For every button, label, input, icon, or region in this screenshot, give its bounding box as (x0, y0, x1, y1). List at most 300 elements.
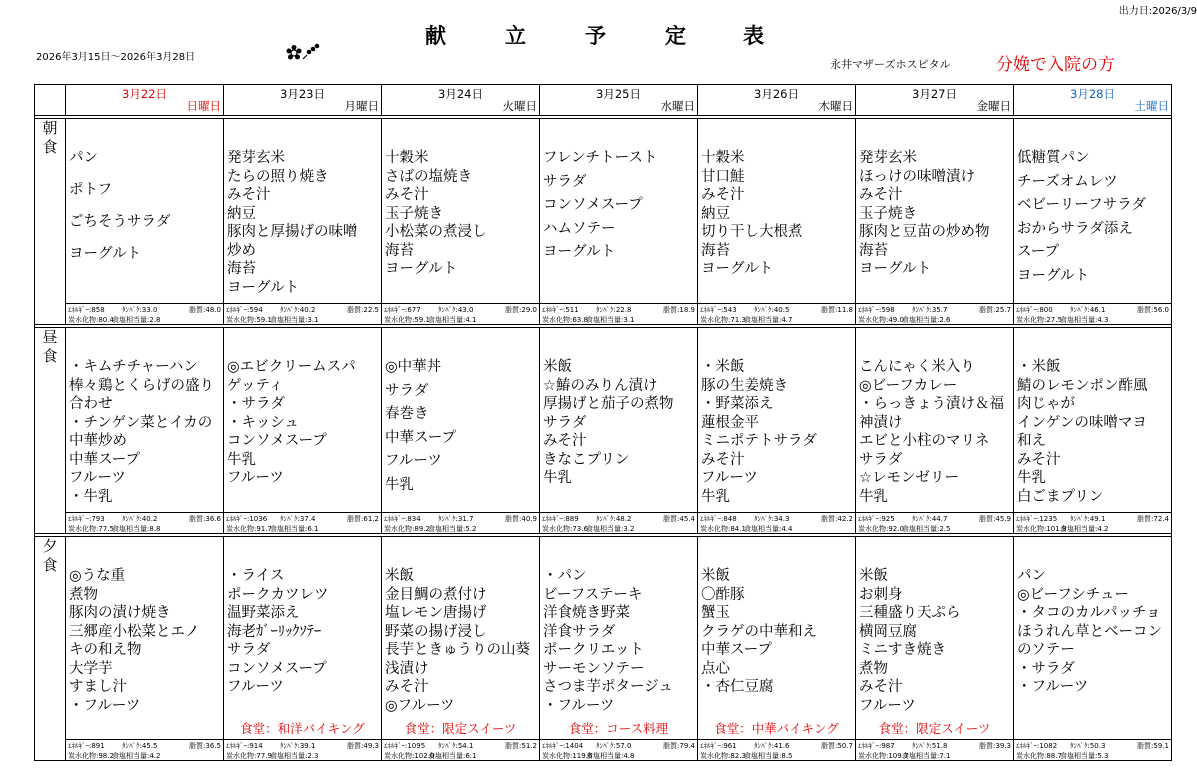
nutrition-info (1014, 512, 1171, 533)
dish-item: ☆鰆のみりん漬け (543, 377, 658, 394)
dish-item: ・フルーツ (543, 697, 615, 714)
print-date: 出力日:2026/3/9 (1118, 6, 1197, 17)
protein-value: ﾀﾝﾊﾟｸ:49.1 (1070, 515, 1106, 523)
meal-label-char: 食 (42, 556, 58, 574)
dish-item: 煮物 (69, 586, 98, 603)
dish-item: 三種盛り天ぷら (859, 605, 961, 621)
salt-value: 食塩相当量:8.5 (744, 752, 793, 760)
dish-item: 牛乳 (859, 488, 888, 505)
dish-item: ポークカツレツ (227, 586, 329, 603)
dish-item: ◎ビーフカレー (859, 377, 958, 394)
dish-item: ヨーグルト (543, 244, 616, 260)
dish-list (227, 567, 380, 697)
nutrition-info (224, 303, 381, 324)
energy-value: ｴﾈﾙｷﾞｰ:889 (542, 515, 579, 523)
dish-item: ・パン (543, 568, 587, 584)
dish-item: ◎中華丼 (385, 359, 442, 375)
dish-item: ・杏仁豆腐 (701, 679, 774, 695)
salt-value: 食塩相当量:3.1 (270, 316, 319, 324)
nutrition-info (856, 512, 1013, 533)
nutrition-info (224, 512, 381, 533)
menu-cell (540, 119, 698, 325)
salt-value: 食塩相当量:2.8 (112, 316, 161, 324)
menu-cell (66, 537, 224, 761)
fat-value: 脂質:61.2 (347, 515, 379, 523)
protein-value: ﾀﾝﾊﾟｸ:39.1 (280, 742, 316, 750)
day-date: 3月24日 (438, 87, 483, 101)
dish-item: サラダ (543, 173, 587, 190)
energy-value: ｴﾈﾙｷﾞｰ:925 (858, 515, 895, 523)
protein-value: ﾀﾝﾊﾟｸ:43.0 (438, 306, 474, 314)
dish-list (227, 358, 380, 488)
nutrition-info (382, 739, 539, 760)
dish-item: 浅漬け (385, 660, 429, 677)
protein-value: ﾀﾝﾊﾟｸ:34.3 (754, 515, 790, 523)
menu-cell (1014, 119, 1172, 325)
dish-item: コンソメスープ (227, 433, 327, 449)
dish-item: ほっけの味噌漬け (859, 168, 975, 185)
dish-item: 和え (1017, 433, 1046, 449)
fat-value: 脂質:25.7 (979, 306, 1011, 314)
salt-value: 食塩相当量:4.3 (1060, 316, 1109, 324)
fat-value: 脂質:40.9 (505, 515, 537, 523)
day-date: 3月27日 (912, 87, 957, 101)
dish-item: 洋食焼き野菜 (543, 605, 630, 621)
dish-list (385, 567, 538, 715)
menu-cell (382, 119, 540, 325)
nutrition-info (540, 739, 697, 760)
dish-list (701, 567, 854, 697)
dish-item: ・チンゲン菜とイカの (69, 414, 213, 431)
carb-value: 炭水化物:98.2 (68, 752, 114, 760)
dish-item: 野菜の揚げ浸し (385, 623, 487, 640)
protein-value: ﾀﾝﾊﾟｸ:40.2 (280, 306, 316, 314)
dish-item: ・キッシュ (227, 414, 299, 431)
day-header (224, 85, 382, 116)
fat-value: 脂質:22.5 (347, 306, 379, 314)
fat-value: 脂質:45.4 (663, 515, 695, 523)
nutrition-info (382, 303, 539, 324)
carb-value: 炭水化物:109.7 (858, 752, 909, 760)
day-date: 3月28日 (1070, 87, 1115, 101)
dish-item: 牛乳 (1017, 470, 1046, 486)
dish-item: ミニポテトサラダ (701, 433, 817, 449)
date-range: 2026年3月15日～2026年3月28日 (36, 52, 196, 63)
subtitle: 分娩で入院の方 (996, 55, 1115, 75)
dish-list (1017, 149, 1170, 290)
dish-item: 牛乳 (227, 451, 256, 468)
dish-item: ◎エビクリームスパ (227, 359, 356, 375)
dish-item: 厚揚げと茄子の煮物 (543, 396, 674, 412)
dish-item: フルーツ (701, 470, 758, 486)
dish-item: ・タコのカルパッチョ (1017, 605, 1161, 621)
salt-value: 食塩相当量:6.1 (428, 752, 477, 760)
header-corner (35, 85, 66, 116)
fat-value: 脂質:18.9 (663, 306, 695, 314)
menu-cell (698, 119, 856, 325)
dish-item: 鯖のレモンポン酢風 (1017, 377, 1148, 394)
day-header (382, 85, 540, 116)
salt-value: 食塩相当量:4.7 (744, 316, 793, 324)
fat-value: 脂質:56.0 (1137, 306, 1169, 314)
dish-item: ほうれん草とベーコン (1017, 623, 1162, 640)
dish-item: 中華スープ (69, 451, 141, 468)
dish-item: 白ごまプリン (1017, 488, 1104, 505)
dish-item: 豚の生姜焼き (701, 377, 788, 394)
dish-item: みそ汁 (1017, 451, 1061, 468)
dish-item: ・らっきょう漬け＆福 (859, 396, 1004, 412)
cafeteria-event: 食堂：限定スイーツ (878, 721, 991, 736)
dish-item: 塩レモン唐揚げ (385, 605, 487, 621)
energy-value: ｴﾈﾙｷﾞｰ:1235 (1016, 515, 1058, 523)
meal-label-char: 夕 (42, 537, 58, 555)
salt-value: 食塩相当量:6.1 (270, 525, 319, 533)
dish-item: 煮物 (859, 660, 888, 677)
meal-label (35, 119, 66, 325)
nutrition-info (540, 303, 697, 324)
dish-item: 中華炒め (69, 433, 127, 449)
dish-item: エビと小柱のマリネ (859, 433, 990, 449)
salt-value: 食塩相当量:2.6 (902, 316, 951, 324)
dish-item: おからサラダ添え (1017, 220, 1133, 237)
carb-value: 炭水化物:89.2 (384, 525, 430, 533)
dish-item: ・ライス (227, 568, 285, 584)
title-char: 定 (665, 24, 686, 48)
menu-cell (698, 328, 856, 534)
dish-item: 長芋ときゅうりの山葵 (385, 642, 530, 658)
fat-value: 脂質:36.6 (189, 515, 221, 523)
day-header (698, 85, 856, 116)
nutrition-info (66, 512, 223, 533)
carb-value: 炭水化物:101.9 (1016, 525, 1067, 533)
dish-item: ◎フルーツ (385, 697, 455, 714)
menu-cell (540, 537, 698, 761)
nutrition-info (698, 512, 855, 533)
dish-item: 合わせ (69, 396, 113, 412)
dish-item: みそ汁 (385, 679, 429, 695)
nutrition-info (856, 739, 1013, 760)
menu-cell (224, 328, 382, 534)
dish-item: フルーツ (385, 453, 442, 469)
salt-value: 食塩相当量:5.3 (1060, 752, 1109, 760)
dish-list (859, 149, 1012, 279)
protein-value: ﾀﾝﾊﾟｸ:40.2 (122, 515, 158, 523)
protein-value: ﾀﾝﾊﾟｸ:48.2 (596, 515, 632, 523)
energy-value: ｴﾈﾙｷﾞｰ:793 (68, 515, 105, 523)
carb-value: 炭水化物:91.7 (226, 525, 272, 533)
energy-value: ｴﾈﾙｷﾞｰ:800 (1016, 306, 1053, 314)
dish-item: 十穀米 (701, 150, 745, 166)
dish-item: ポークリエット (543, 642, 644, 658)
fat-value: 脂質:50.7 (821, 742, 853, 750)
dish-item: 炒め (227, 242, 256, 259)
day-weekday: 火曜日 (502, 99, 537, 113)
dish-item: 中華スープ (385, 429, 457, 446)
day-date: 3月23日 (280, 87, 325, 101)
dish-item: すまし汁 (69, 679, 127, 695)
meal-label-char: 食 (42, 347, 58, 365)
fat-value: 脂質:72.4 (1137, 515, 1169, 523)
dish-item: みそ汁 (701, 451, 745, 468)
dish-item: 蟹玉 (701, 605, 730, 621)
protein-value: ﾀﾝﾊﾟｸ:44.7 (912, 515, 948, 523)
dish-item: 豚肉と厚揚げの味噌 (227, 224, 358, 240)
menu-cell (1014, 537, 1172, 761)
menu-cell (1014, 328, 1172, 534)
dish-item: ・フルーツ (69, 697, 141, 714)
fat-value: 脂質:79.4 (663, 742, 695, 750)
dish-item: 納豆 (227, 205, 256, 222)
dish-list (1017, 358, 1170, 506)
dish-item: クラゲの中華和え (701, 623, 817, 640)
meal-row (35, 328, 1172, 534)
energy-value: ｴﾈﾙｷﾞｰ:543 (700, 306, 737, 314)
dish-item: 棒々鶏とくらげの盛り (69, 377, 214, 394)
menu-cell (856, 537, 1014, 761)
meal-row (35, 537, 1172, 761)
dish-item: 米飯 (385, 568, 414, 584)
dish-item: さつま芋ポタージュ (543, 679, 673, 695)
day-date: 3月26日 (754, 87, 799, 101)
menu-cell (66, 328, 224, 534)
dish-item: 中華スープ (701, 642, 773, 658)
carb-value: 炭水化物:102.0 (384, 752, 435, 760)
dish-item: コンソメスープ (543, 197, 643, 213)
dish-item: パン (1017, 568, 1046, 584)
dish-item: 〇酢豚 (701, 586, 745, 603)
day-weekday: 月曜日 (344, 99, 379, 113)
salt-value: 食塩相当量:4.4 (744, 525, 793, 533)
dish-item: 牛乳 (385, 476, 414, 493)
dish-list (1017, 567, 1170, 697)
fat-value: 脂質:39.3 (979, 742, 1011, 750)
menu-cell (540, 328, 698, 534)
meal-label-char: 朝 (42, 119, 58, 137)
hospital-name: 永井マザーズホスピタル (830, 58, 951, 71)
dish-item: インゲンの味噌マヨ (1017, 414, 1147, 431)
carb-value: 炭水化物:77.9 (226, 752, 272, 760)
dish-list (701, 149, 854, 279)
energy-value: ｴﾈﾙｷﾞｰ:598 (858, 306, 895, 314)
carb-value: 炭水化物:63.8 (542, 316, 588, 324)
carb-value: 炭水化物:59.1 (226, 316, 272, 324)
dish-item: 三郷産小松菜とエノ (69, 623, 200, 640)
nutrition-info (66, 303, 223, 324)
nutrition-info (66, 739, 223, 760)
dish-item: 小松菜の煮浸し (385, 224, 487, 240)
meal-row (35, 119, 1172, 325)
protein-value: ﾀﾝﾊﾟｸ:46.1 (1070, 306, 1106, 314)
dish-item: 大学芋 (69, 660, 113, 677)
dish-list (69, 567, 222, 715)
day-weekday: 水曜日 (660, 99, 695, 113)
carb-value: 炭水化物:119.6 (542, 752, 593, 760)
dish-list (543, 149, 696, 267)
dish-item: 海苔 (859, 242, 888, 259)
dish-item: フレンチトースト (543, 150, 658, 166)
dish-item: スープ (1017, 244, 1060, 260)
dish-list (701, 358, 854, 506)
energy-value: ｴﾈﾙｷﾞｰ:961 (700, 742, 737, 750)
day-weekday: 土曜日 (1134, 99, 1169, 113)
carb-value: 炭水化物:84.1 (700, 525, 746, 533)
dish-item: ベビーリーフサラダ (1017, 197, 1147, 213)
dish-list (543, 358, 696, 488)
cafeteria-event: 食堂：中華バイキング (714, 721, 839, 736)
dish-item: 温野菜添え (227, 605, 300, 621)
carb-value: 炭水化物:92.0 (858, 525, 904, 533)
nutrition-info (382, 512, 539, 533)
dish-list (859, 567, 1012, 715)
dish-item: 発芽玄米 (227, 150, 285, 166)
fat-value: 脂質:29.0 (505, 306, 537, 314)
fat-value: 脂質:36.5 (189, 742, 221, 750)
salt-value: 食塩相当量:3.2 (586, 525, 635, 533)
energy-value: ｴﾈﾙｷﾞｰ:914 (226, 742, 263, 750)
energy-value: ｴﾈﾙｷﾞｰ:511 (542, 306, 579, 314)
dish-item: みそ汁 (543, 433, 587, 449)
title-char: 立 (505, 24, 526, 48)
energy-value: ｴﾈﾙｷﾞｰ:848 (700, 515, 737, 523)
energy-value: ｴﾈﾙｷﾞｰ:858 (68, 306, 105, 314)
dish-item: サラダ (859, 451, 903, 468)
protein-value: ﾀﾝﾊﾟｸ:57.0 (596, 742, 632, 750)
dish-item: のソテー (1017, 642, 1075, 658)
day-date: 3月22日 (122, 87, 167, 101)
menu-cell (856, 328, 1014, 534)
fat-value: 脂質:11.8 (821, 306, 853, 314)
meal-label (35, 328, 66, 534)
dish-item: 春巻き (385, 406, 429, 422)
protein-value: ﾀﾝﾊﾟｸ:54.1 (438, 742, 474, 750)
nutrition-info (540, 512, 697, 533)
dish-item: 牛乳 (701, 488, 730, 505)
meal-label (35, 537, 66, 761)
energy-value: ｴﾈﾙｷﾞｰ:1036 (226, 515, 268, 523)
cafeteria-event: 食堂：限定スイーツ (404, 721, 517, 736)
day-header (66, 85, 224, 116)
cafeteria-event: 食堂：コース料理 (568, 721, 669, 736)
salt-value: 食塩相当量:2.5 (902, 525, 951, 533)
dish-item: みそ汁 (385, 187, 429, 203)
dish-list (543, 567, 696, 715)
salt-value: 食塩相当量:4.2 (1060, 525, 1109, 533)
dish-item: お刺身 (859, 586, 903, 603)
dish-item: フルーツ (69, 470, 126, 486)
energy-value: ｴﾈﾙｷﾞｰ:677 (384, 306, 421, 314)
carb-value: 炭水化物:59.1 (384, 316, 430, 324)
protein-value: ﾀﾝﾊﾟｸ:50.3 (1070, 742, 1106, 750)
protein-value: ﾀﾝﾊﾟｸ:33.0 (122, 306, 158, 314)
energy-value: ｴﾈﾙｷﾞｰ:834 (384, 515, 421, 523)
energy-value: ｴﾈﾙｷﾞｰ:1082 (1016, 742, 1058, 750)
flower-decoration-icon (285, 43, 325, 63)
dish-item: 神漬け (859, 414, 903, 431)
dish-item: 米飯 (859, 568, 888, 584)
menu-cell (224, 537, 382, 761)
fat-value: 脂質:45.9 (979, 515, 1011, 523)
dish-item: ☆レモンゼリー (859, 470, 959, 486)
day-weekday: 木曜日 (818, 99, 853, 113)
dish-item: ミニすき焼き (859, 642, 946, 658)
dish-item: コンソメスープ (227, 660, 327, 677)
dish-item: たらの照り焼き (227, 168, 329, 185)
dish-item: ◎うな重 (69, 568, 126, 584)
dish-item: ・牛乳 (69, 488, 113, 505)
dish-item: 海苔 (385, 242, 414, 259)
salt-value: 食塩相当量:4.8 (586, 752, 635, 760)
meal-label-char: 食 (42, 138, 58, 156)
dish-list (385, 149, 538, 279)
menu-table (34, 84, 1172, 761)
protein-value: ﾀﾝﾊﾟｸ:51.8 (912, 742, 948, 750)
dish-item: ・サラダ (1017, 660, 1075, 677)
energy-value: ｴﾈﾙｷﾞｰ:1095 (384, 742, 426, 750)
dish-item: みそ汁 (859, 679, 903, 695)
dish-item: 米飯 (543, 359, 572, 375)
carb-value: 炭水化物:77.5 (68, 525, 114, 533)
dish-item: みそ汁 (227, 187, 271, 203)
salt-value: 食塩相当量:7.1 (902, 752, 951, 760)
dish-item: ハムソテー (543, 220, 616, 237)
dish-item: 豚肉と豆苗の炒め物 (859, 224, 990, 240)
dish-item: 米飯 (701, 568, 730, 584)
dish-item: フルーツ (227, 470, 284, 486)
dish-item: 十穀米 (385, 150, 429, 166)
dish-item: みそ汁 (859, 187, 903, 203)
dish-item: ・フルーツ (1017, 679, 1089, 695)
dish-item: ポトフ (69, 182, 113, 198)
dish-item: みそ汁 (701, 187, 745, 203)
dish-item: キの和え物 (69, 642, 142, 658)
title-char: 献 (425, 24, 446, 48)
dish-item: サラダ (227, 642, 271, 658)
dish-item: ヨーグルト (859, 261, 932, 277)
header-row (35, 85, 1172, 116)
cafeteria-event: 食堂：和洋バイキング (240, 721, 365, 736)
menu-cell (698, 537, 856, 761)
carb-value: 炭水化物:82.3 (700, 752, 746, 760)
day-header (856, 85, 1014, 116)
dish-item: ヨーグルト (69, 246, 142, 262)
dish-item: 横岡豆腐 (859, 623, 917, 640)
protein-value: ﾀﾝﾊﾟｸ:45.5 (122, 742, 158, 750)
menu-cell (224, 119, 382, 325)
dish-item: ヨーグルト (1017, 267, 1090, 284)
protein-value: ﾀﾝﾊﾟｸ:41.6 (754, 742, 790, 750)
fat-value: 脂質:49.3 (347, 742, 379, 750)
menu-cell (382, 537, 540, 761)
dish-item: こんにゃく米入り (859, 359, 975, 375)
dish-item: 切り干し大根煮 (701, 224, 803, 240)
dish-item: きなこプリン (543, 451, 630, 468)
dish-list (227, 149, 380, 297)
fat-value: 脂質:59.1 (1137, 742, 1169, 750)
nutrition-info (224, 739, 381, 760)
dish-item: 豚肉の漬け焼き (69, 605, 171, 621)
dish-item: 金目鯛の煮付け (385, 586, 487, 603)
dish-item: 肉じゃが (1017, 396, 1075, 412)
dish-item: ヨーグルト (385, 261, 458, 277)
day-header (1014, 85, 1172, 116)
day-weekday: 日曜日 (186, 99, 221, 113)
salt-value: 食塩相当量:8.8 (112, 525, 161, 533)
carb-value: 炭水化物:71.3 (700, 316, 746, 324)
salt-value: 食塩相当量:3.1 (586, 316, 635, 324)
dish-item: 点心 (701, 660, 730, 677)
dish-item: さばの塩焼き (385, 168, 472, 185)
carb-value: 炭水化物:27.5 (1016, 316, 1062, 324)
